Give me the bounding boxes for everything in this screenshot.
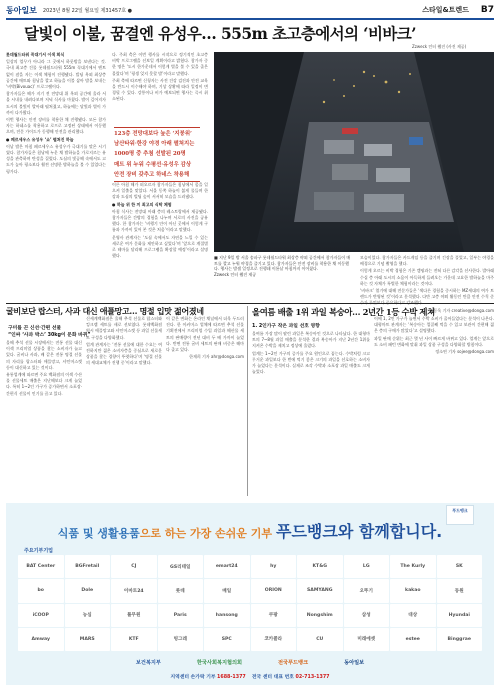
reporter-byline: 정소연 기자 sojee@donga.com [435, 349, 494, 355]
sponsor-logo: MARS [65, 628, 111, 651]
pull-quote [114, 127, 200, 182]
sponsor-logo: emart24 [204, 555, 250, 578]
sponsor-logo: KT&G [297, 555, 343, 578]
article-paragraph: 이 같은 변화는 온라인 채널에서 더욱 두드러진다. 한 이커머스 업체에 따르면 추석 선물 기획전에서 프리미엄 수입 과일과 해산물 세트의 판매량이 전년 대비 두 배 가까이 늘었다. 반면 전통 굴비 세트의 판매 비중은 해마다 줄고 있다. [166, 316, 244, 353]
article-paragraph: 이렇게 오르는 비박 경험은 기존 캠핑과는 전혀 다른 감각을 선사한다. 발아래 수십 층 아래 도시의 소음이 아득하게 들려오는 가운데 고요한 밤하늘을 마주하는 것 자체가 특별한 체험이라는 것이다. [360, 268, 494, 286]
pull-quote-line: 안전 장비 갖추고 하네스 착용해 [114, 171, 190, 178]
sponsor-logo: 빙그레 [158, 628, 204, 651]
article-paragraph: 이날 밤은 마침 페르세우스 유성우가 극대기를 맞은 시기였다. 참가자들은 침낭에 누운 채 밤하늘을 가로지르는 유성을 관측하며 탄성을 질렀다. 도심의 빛공해 속에서도 고도가 높아 평소보다 훨씬 선명한 밤하늘을 볼 수 있었다는 평가다. [6, 143, 106, 174]
pull-quote-line: 123층 전망대보다 높은 ‘지붕위’ [114, 131, 192, 137]
sponsor-logo: BGFretail [65, 555, 111, 578]
sponsor-logo: Hyundai [437, 604, 483, 627]
article-paragraph: 이른 아침 해가 떠오르자 참가자들은 침낭에서 몸을 일으켜 일출을 맞았다. 서울 동쪽 하늘이 붉게 물들며 한강과 도심의 빌딩 숲이 서서히 모습을 드러냈다. [112, 182, 208, 200]
sponsor-logo: 미래에셋 [344, 628, 390, 651]
sponsor-logo: 코카콜라 [251, 628, 297, 651]
issue-date: 2023년 8월 22일 월요일 제31457호 ● [42, 7, 133, 14]
sponsor-logo: Binggrae [437, 628, 483, 651]
article-paragraph: 올해 추석 선물 시장에서는 전통 선물 대신 이색 프리미엄 상품을 찾는 소비자가 늘고 있다. 굴비나 사과, 배 같은 전통 명절 선물의 자리를 랍스터와 애플망고, 샤인머스캣 등이 대신하고 있는 것이다. [6, 340, 82, 370]
header-rule [6, 18, 494, 20]
page-header [6, 3, 494, 17]
pull-quote-line: 매트 위 누워 수평선·유성우 감상 [114, 161, 192, 168]
sponsor-logo: 오뚜기 [344, 579, 390, 602]
article-paragraph: 운영사 관계자는 ‘도심 속에서도 자연을 느낄 수 있는 새로운 여가 문화를 제안하고 싶었다’며 ‘앞으로 계절별로 테마를 달리해 프로그램을 확장할 예정’이라고 설명했다. [112, 234, 208, 259]
org-foodbank: 전국푸드뱅크 [278, 659, 309, 666]
article-paragraph: 모습이었다. 참가자들은 카드게임 등을 즐기며 긴장을 풀었고, 일부는 야경을 배경으로 기념 촬영을 했다. [360, 255, 494, 267]
sponsor-logo: Amway [18, 628, 64, 651]
sponsor-logo: SAMYANG [297, 579, 343, 602]
main-photo [214, 52, 494, 252]
caption-credit: Zzweck 인터 웹진 제공 [214, 271, 257, 277]
sponsor-logo: 농심 [65, 604, 111, 627]
article-paragraph: 아침 식사는 전망대 아래 층의 레스토랑에서 제공됐다. 참가자들은 간밤의 경험을 나누며 서로의 사진을 공유했다. 한 참가자는 ‘비행기 안이 아닌 곳에서 이렇게 구름과 가까이 있어 본 것은 처음’이라고 말했다. [112, 208, 208, 233]
sponsor-logo: CU [297, 628, 343, 651]
article1-column-3 [112, 182, 208, 300]
org-ministry: 보건복지부 [135, 659, 161, 666]
foodbank-advertisement [6, 503, 494, 685]
sponsor-logo: SK [437, 555, 483, 578]
sponsor-logo-grid [18, 555, 482, 651]
sponsor-logo: hansong [204, 604, 250, 627]
sponsor-logo: 동원 [437, 579, 483, 602]
article-paragraph: 참가자들은 해가 지기 전 전망대 위 옥외 공간에 올라 서울 시내를 내려다보며 저녁 식사를 마쳤다. 밤이 깊어지자 도시의 불빛이 발아래 펼쳐졌고, 하늘에는 달빛과 별이 가까이 다가왔다. [6, 91, 106, 115]
ad-badge: 푸드뱅크 [446, 505, 474, 525]
sponsor-logo: 삼성 [344, 604, 390, 627]
section-title: 스타일&트렌드 [422, 6, 469, 14]
contact-number-2: 02-713-1377 [295, 675, 330, 680]
article-subheading: 롯데월드타워 꼭대기서 이색 회식 [6, 52, 65, 57]
sponsor-logo: hy [251, 555, 297, 578]
sponsor-logo: 쿠팡 [251, 604, 297, 627]
sponsor-logo: 풀무원 [111, 604, 157, 627]
reporter-byline: 한재희 기자 ahr@donga.com [189, 354, 244, 360]
article-paragraph: 업계는 1~2인 가구의 증가를 주요 원인으로 꼽는다. 수박처럼 크고 무거운 과일보다 한 번에 먹기 좋은 크기의 과일을 선호하는 소비자가 늘었다는 분석이다. 실제로 조각 수박과 소포장 과일 매출도 크게 늘었다. [252, 350, 370, 375]
sponsor-logo: The Kurly [390, 555, 436, 578]
org-council: 한국사회복지협의회 [196, 659, 243, 666]
column-divider [247, 306, 248, 496]
article2-subhead-2: “인싸 ‘사과 박스’ 30kg이 문화 바뀌” [8, 333, 91, 338]
caption-text: ■ 지난 9일 밤 서울 송파구 롯데월드타워 최상층 야외 공간에서 참가자들이 매트를 깔고 누워 야경을 즐기고 있다. 참가자들은 안전 장비를 착용한 채 이동했다. 행사는 밤샘 일정으로 진행돼 이튿날 아침까지 이어졌다. [214, 255, 351, 272]
sponsor-logo: CJ [111, 555, 157, 578]
ad-organizations [6, 654, 494, 670]
article3-headline: 올여름 배출 1위 과일 복숭아… 2년간 1등 수박 제쳐 [252, 307, 435, 317]
article2-headline: 굴비보단 랍스터, 사과 대신 애플망고… 명절 입맛 젊어졌네 [6, 306, 204, 316]
pull-quote-line: 남산타워·한강 야경 아래 펼쳐지는 [114, 141, 195, 148]
ad-title-part1: 식품 및 생활용품 [57, 527, 140, 540]
article1-column-4 [360, 255, 494, 313]
sponsor-logo: BAT Center [18, 555, 64, 578]
sponsor-logo: GS리테일 [158, 555, 204, 578]
reporter-byline: 김동욱 기자 creative@donga.com [429, 307, 494, 313]
ad-title-part2: 으로 하는 가장 손쉬운 기부 [139, 527, 273, 540]
org-donga: 동아일보 [344, 659, 365, 666]
article3-column-1 [252, 331, 370, 496]
article1-column-1 [6, 52, 106, 300]
article2-column-1 [6, 340, 82, 496]
ad-contact [6, 673, 494, 680]
sponsor-logo: Dole [65, 579, 111, 602]
photo-credit: Zzweck 인터 웹진 (사진 제공) [412, 44, 467, 49]
article-paragraph: 신세계백화점은 올해 추석 선물로 랍스터와 킹크랩 세트를 새로 선보였다. 롯데백화점 역시 애플망고와 샤인머스캣 등 과일 선물세트 구성을 다양화했다. [86, 316, 162, 340]
sponsor-logo: Paris [158, 604, 204, 627]
article-paragraph: 이번 행사는 안전 장비를 착용한 채 진행됐다. 모든 참가자는 하네스를 착용하고 로프로 고정된 상태에서 이동했으며, 전문 가이드가 동행해 안전을 관리했다. [6, 117, 106, 135]
article-paragraph: ‘비바크’ 열기에 대해 전문가들은 ‘색다른 경험을 중시하는 MZ세대의 여가 트렌드가 반영된 것’이라고 분석했다. 다만 고층 야외 활동인 만큼 안전 수칙 준 [360, 288, 494, 300]
article-subheading: ● 페르세우스 유성우 ‘쇼’ 펼쳐진 하늘 [6, 136, 74, 142]
sponsor-logo: estee [390, 628, 436, 651]
sponsor-logo: kakao [390, 579, 436, 602]
newspaper-logo: 동아일보 [6, 4, 37, 15]
article3-column-2 [374, 316, 494, 496]
rooftop-bivouac-photo [214, 52, 494, 252]
article-paragraph: 유통업계에 따르면 주요 백화점의 이색 수산물 선물세트 매출은 지난해보다 크게 늘었다. 특히 1~2인 가구가 증가하면서 소포장·간편식 선물이 인기를 끌고 있다. [6, 372, 82, 396]
article-subheading: ● 하늘 위 한 끼 최고의 식탁 체험 [112, 201, 172, 207]
article2-column-2 [86, 316, 162, 496]
contact-number-1: 1688-1377 [217, 675, 246, 680]
article-paragraph: 과일 판매 순위는 최근 몇 년 사이 빠르게 바뀌고 있다. 업계는 앞으로도 소비 패턴 변화에 맞춰 과일 상품 구성을 다양화할 방침이다. [374, 335, 494, 347]
article-paragraph: 일상의 업무가 아니라 그 곳에서 하룻밤을 보낸다는 것. 국내 최고층 건물 롯데월드타워 555m 꼭대기에서 텐트 없이 잠을 자는 이색 체험이 진행됐다. 빌딩 옥외 최상층 공간에 매트와 침낭을 깔고 하늘을 이불 삼아 밤을 보내는 ‘비박(Bivouac)’ 프로그램이다. [6, 59, 106, 90]
sponsors-label: 주요기부기업 [24, 548, 53, 554]
article-paragraph: 다. 주최 측은 이번 행사를 시작으로 정기적인 초고층 비박 프로그램을 선보일 계획이라고 밝혔다. 참가자 중 한 명은 ‘도시 한가운데서 이렇게 별을 볼 수 있을 줄은 몰랐다’며 ‘평생 잊지 못할 밤’이라고 말했다. [112, 52, 208, 76]
sponsor-logo: KTF [111, 628, 157, 651]
article1-column-2 [112, 52, 208, 124]
photo-caption [214, 255, 354, 300]
sponsor-logo: 매일 [204, 579, 250, 602]
sponsor-logo: bo [18, 579, 64, 602]
sponsor-logo: iCOOP [18, 604, 64, 627]
article-paragraph: 이에 1, 2인 가구가 늘면서 수박 소비가 줄어들었다는 분석이 나온다. 대형마트 관계자는 ‘복숭아는 껍질째 먹을 수 있고 보관이 간편해 젊은 층의 구매가 많았다’고 설명했다. [374, 316, 494, 334]
article3-subhead: 1. 2인가구 작은 과일 선호 영향 [252, 324, 320, 329]
sponsor-logo: 이마트24 [111, 579, 157, 602]
sponsor-logo: 대상 [390, 604, 436, 627]
article-paragraph: 업계 관계자는 ‘전통 선물에 대한 수요는 여전하지만 젊은 소비자층을 중심으로 새로운 상품을 찾는 경향이 뚜렷하다’며 ‘명절 선물의 세대교체가 진행 중’이라고 말했다. [86, 341, 162, 366]
main-headline: 달빛이 이불, 꿈결엔 유성우… 555m 초고층에서의 ‘비바크’ [24, 24, 416, 43]
section-divider [6, 303, 494, 304]
article2-subhead: 구미를 끈 신선·간편 선물 [8, 326, 62, 331]
sponsor-logo: 롯데 [158, 579, 204, 602]
ad-title [6, 519, 494, 542]
contact-label-1: 지역센터 손가락 기부 [170, 675, 216, 680]
page-number: B7 [480, 5, 494, 15]
sponsor-logo: Nongshim [297, 604, 343, 627]
article-paragraph: 주최 측에 따르면 신청자는 사전 건강 검진과 안전 교육을 반드시 이수해야 하며, 기상 상황에 따라 일정이 변경될 수 있다. 강풍이나 비가 예보되면 행사는 즉시 취소된다. [112, 77, 208, 102]
pull-quote-line: 1000명 중 추첨 선발된 20명 [114, 151, 186, 158]
sponsor-logo: SPC [204, 628, 250, 651]
article-paragraph: 올여름 가장 많이 팔린 과일은 복숭아인 것으로 나타났다. 한 대형마트의 7~8월 과일 매출을 분석한 결과 복숭아가 지난 2년간 1위를 지켜온 수박을 제치고 정상에 올랐다. [252, 331, 370, 349]
sponsor-logo: ORION [251, 579, 297, 602]
sponsor-logo: LG [344, 555, 390, 578]
article2-column-3 [166, 316, 244, 496]
contact-label-2: 전국 센터 대표 번호 [251, 675, 294, 680]
ad-title-part3: 푸드뱅크와 함께합니다. [276, 522, 443, 541]
